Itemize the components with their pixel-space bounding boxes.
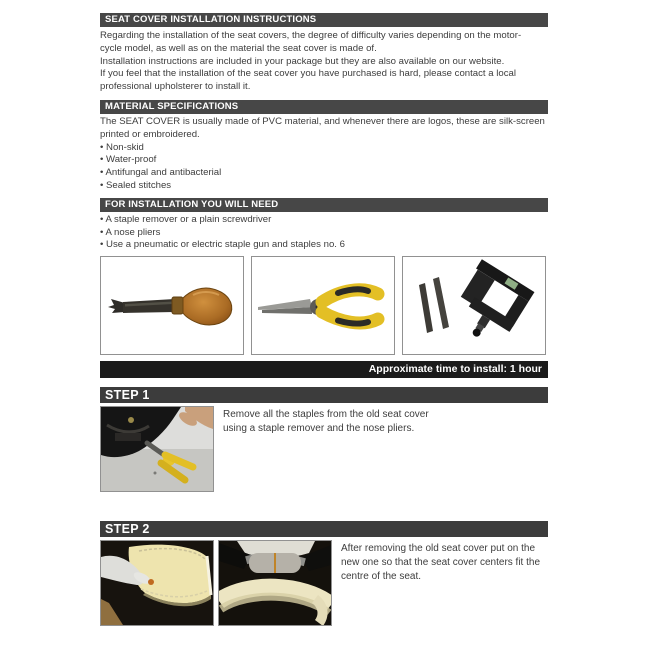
paragraph-line: Regarding the installation of the seat covers, the degree of difficulty varies depending on the motor- xyxy=(100,30,522,41)
step-2-row xyxy=(100,540,548,626)
tools-needed-list xyxy=(100,214,548,252)
instruction-line: centre of the seat. xyxy=(341,571,422,583)
paragraph-line: professional upholsterer to install it. xyxy=(100,81,251,93)
paragraph-line: Installation instructions are included in your package but they are also available on our website. xyxy=(100,55,505,67)
section-title-tools-needed: FOR INSTALLATION YOU WILL NEED xyxy=(100,198,548,212)
bullet-item: • A nose pliers xyxy=(100,226,161,238)
staple-gun-graphic xyxy=(403,257,545,354)
step-2-photo-alignment xyxy=(218,540,332,626)
install-time-banner: Approximate time to install: 1 hour xyxy=(100,361,548,378)
paragraph-line: If you feel that the installation of the seat cover you have purchased is hard, please contact a local xyxy=(100,68,516,80)
bullet-item: • Non-skid xyxy=(100,141,144,153)
bullet-item: • Antifungal and antibacterial xyxy=(100,167,222,179)
instruction-line: Remove all the staples from the old seat cover xyxy=(223,409,429,421)
step-2-marking-graphic xyxy=(101,541,213,625)
content-column xyxy=(100,13,548,626)
paragraph-line: printed or embroidered. xyxy=(100,128,200,140)
section-title-material: MATERIAL SPECIFICATIONS xyxy=(100,100,548,114)
section-title-installation: SEAT COVER INSTALLATION INSTRUCTIONS xyxy=(100,13,548,27)
step-2-header: STEP 2 xyxy=(100,521,548,537)
staple-remover-graphic xyxy=(101,257,243,354)
instruction-line: using a staple remover and the nose pliers. xyxy=(223,423,415,435)
tool-photos-row xyxy=(100,256,548,355)
staple-remover-photo xyxy=(100,256,244,355)
bullet-item: • Water-proof xyxy=(100,154,157,166)
step-2-photo-marking xyxy=(100,540,214,626)
paragraph-line: cycle model, as well as on the material the seat cover is made of. xyxy=(100,42,377,54)
bullet-item: • A staple remover or a plain screwdriver xyxy=(100,213,272,225)
step-1-photo xyxy=(100,406,214,492)
step-1-row xyxy=(100,406,548,492)
material-paragraph xyxy=(100,116,548,193)
instruction-line: After removing the old seat cover put on the xyxy=(341,543,535,555)
paragraph-line: The SEAT COVER is usually made of PVC material, and whenever there are logos, these are silk-screen xyxy=(100,115,545,127)
step-1-header: STEP 1 xyxy=(100,387,548,403)
step-2-instructions xyxy=(341,540,540,626)
step-1-instructions xyxy=(223,406,429,492)
step-2-alignment-graphic xyxy=(219,541,331,625)
staple-gun-photo xyxy=(402,256,546,355)
step-1-graphic xyxy=(101,407,213,491)
intro-paragraph xyxy=(100,30,548,94)
nose-pliers-photo xyxy=(251,256,395,355)
instruction-line: new one so that the seat cover centers fit the xyxy=(341,557,541,569)
nose-pliers-graphic xyxy=(252,257,394,354)
bullet-item: • Use a pneumatic or electric staple gun and staples no. 6 xyxy=(100,239,345,251)
bullet-item: • Sealed stitches xyxy=(100,179,172,191)
